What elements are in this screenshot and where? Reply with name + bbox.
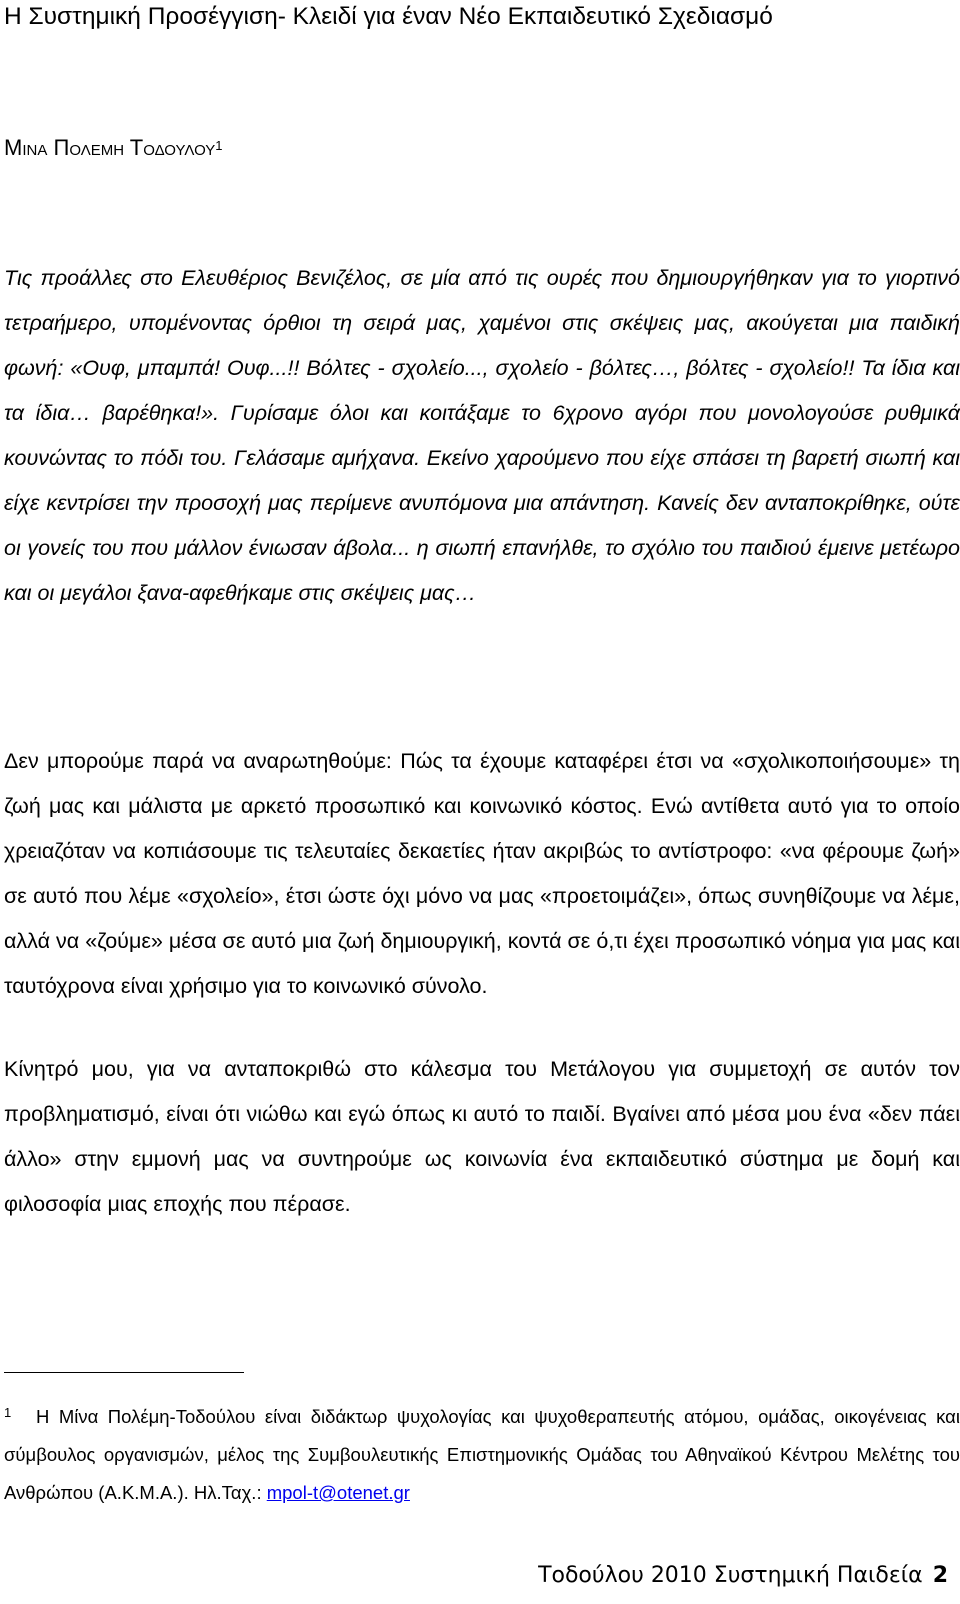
footnote-email-link[interactable]: mpol-t@otenet.gr bbox=[266, 1482, 410, 1503]
author-footnote-ref[interactable]: 1 bbox=[215, 138, 223, 153]
page-number: 2 bbox=[932, 1563, 948, 1588]
footnote-text: Η Μίνα Πολέμη-Τοδούλου είναι διδάκτωρ ψυχολογίας και ψυχοθεραπευτής ατόμου, ομάδας, οικογένειας και σύμβουλος οργανισμών, μέλος της Συμβουλευτικής Επιστημονικής Ομάδας του Αθηναϊκού Κέντρου Μελέτης του Ανθρώπου (Α.Κ.Μ.Α.). Ηλ.Ταχ.: bbox=[4, 1406, 960, 1503]
footnote-mark: 1 bbox=[4, 1405, 12, 1420]
footnote bbox=[4, 1398, 960, 1512]
paragraph-anecdote: Τις προάλλες στο Ελευθέριος Βενιζέλος, σε μία από τις ουρές που δημιουργήθηκαν για το γιορτινό τετραήμερο, υπομένοντας όρθιοι τη σειρά μας, χαμένοι στις σκέψεις μας, ακούγεται μια παιδική φωνή: «Ουφ, μπαμπά! Ουφ...!! Βόλτες - σχολείο..., σχολείο - βόλτες…, βόλτες - σχολείο!! Τα ίδια και τα ίδια… βαρέθηκα!». Γυρίσαμε όλοι και κοιτάξαμε το 6χρονο αγόρι που μονολογούσε ρυθμικά κουνώντας το πόδι του. Γελάσαμε αμήχανα. Εκείνο χαρούμενο που είχε σπάσει τη βαρετή σιωπή και είχε κεντρίσει την προσοχή μας περίμενε ανυπόμονα μια απάντηση. Κανείς δεν ανταποκρίθηκε, ούτε οι γονείς του που μάλλον ένιωσαν άβολα... η σιωπή επανήλθε, το σχόλιο του παιδιού έμεινε μετέωρο και οι μεγάλοι ξανα-αφεθήκαμε στις σκέψεις μας… bbox=[4, 266, 960, 605]
paragraph-question: Δεν μπορούμε παρά να αναρωτηθούμε: Πώς τα έχουμε καταφέρει έτσι να «σχολικοποιήσουμε» τη ζωή μας και μάλιστα με αρκετό προσωπικό και κοινωνικό κόστος. Ενώ αντίθετα αυτό για το οποίο χρειαζόταν να κοπιάσουμε τις τελευταίες δεκαετίες ήταν ακριβώς το αντίστροφο: «να φέρουμε ζωή» σε αυτό που λέμε «σχολείο», έτσι ώστε όχι μόνο να μας «προετοιμάζει», όπως συνηθίζουμε να λέμε, αλλά να «ζούμε» μέσα σε αυτό μια ζωή δημιουργική, κοντά σε ό,τι έχει προσωπικό νόημα για μας και ταυτόχρονα είναι χρήσιμο για το κοινωνικό σύνολο. bbox=[4, 749, 960, 998]
author-name: Μινα Πολεμη Τοδουλου bbox=[4, 135, 216, 160]
footnote-separator bbox=[4, 1372, 244, 1373]
paragraph-motivation: Κίνητρό μου, για να ανταποκριθώ στο κάλεσμα του Μετάλογου για συμμετοχή σε αυτόν τον προβληματισμό, είναι ότι νιώθω και εγώ όπως κι αυτό το παιδί. Βγαίνει από μέσα μου ένα «δεν πάει άλλο» στην εμμονή μας να συντηρούμε ως κοινωνία ένα εκπαιδευτικό σύστημα με δομή και φιλοσοφία μιας εποχής που πέρασε. bbox=[4, 1057, 960, 1216]
footer-text: Τοδούλου 2010 Συστημική Παιδεία bbox=[538, 1563, 923, 1588]
page-footer bbox=[538, 1562, 948, 1590]
author-line bbox=[4, 134, 223, 162]
document-title: Η Συστημική Προσέγγιση- Κλειδί για έναν Νέο Εκπαιδευτικό Σχεδιασμό bbox=[4, 3, 773, 30]
